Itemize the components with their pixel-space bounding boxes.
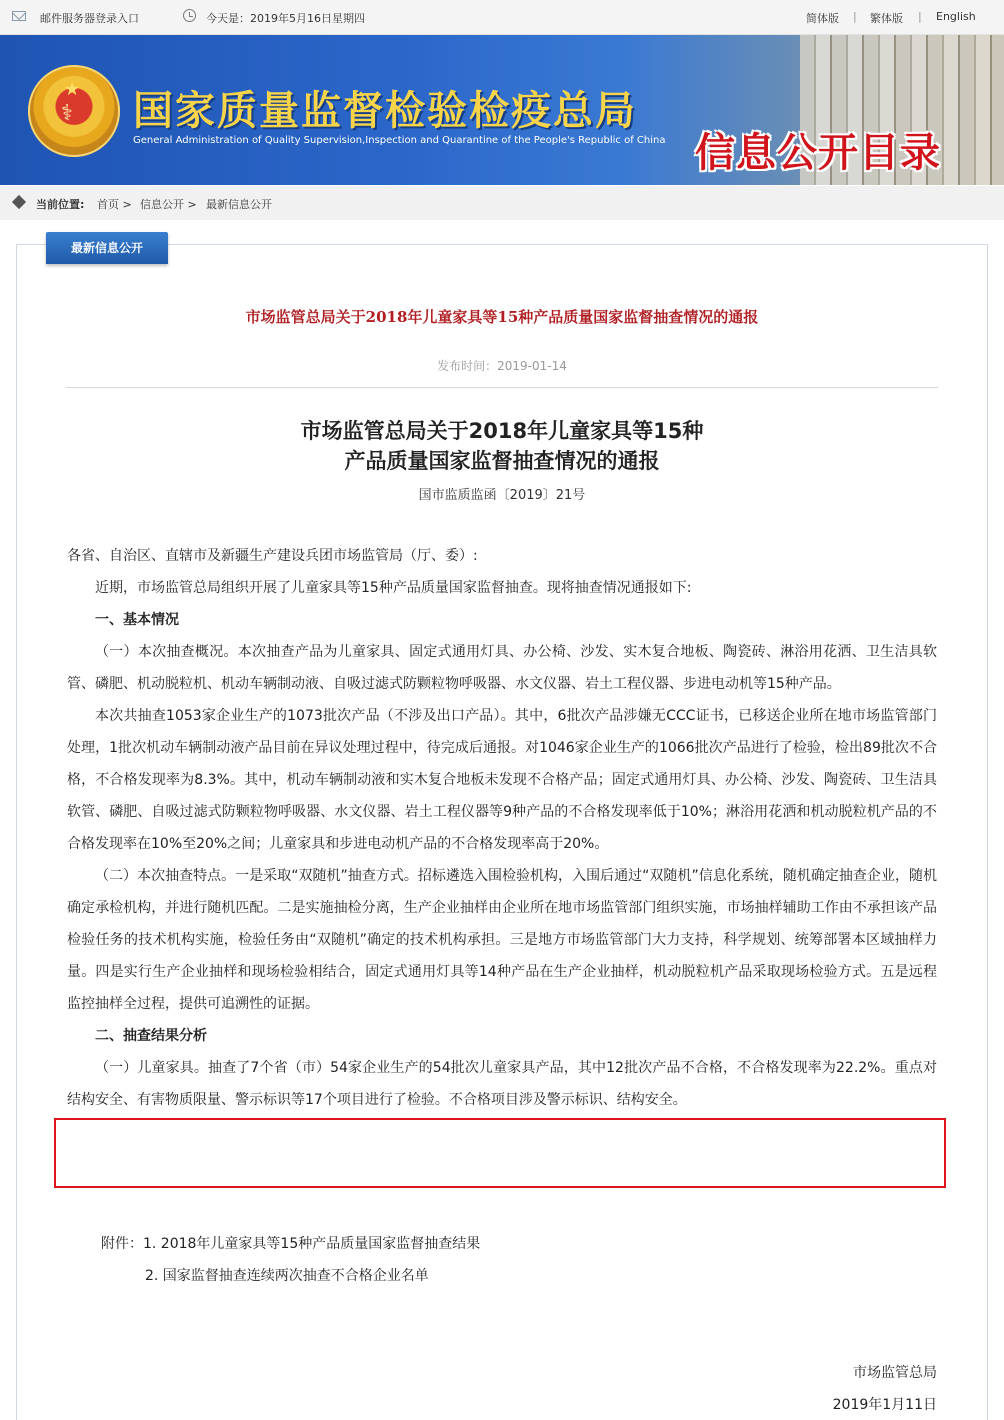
- mail-server-login-link[interactable]: 邮件服务器登录入口: [40, 12, 139, 25]
- current-date: 今天是：2019年5月16日星期四: [206, 12, 365, 25]
- top-utility-bar: [0, 0, 1004, 35]
- org-name: 国家质量监督检验检疫总局: [133, 88, 637, 134]
- breadcrumb-latest[interactable]: 最新信息公开: [206, 198, 272, 211]
- catalog-title: 信息公开目录: [695, 130, 941, 176]
- traditional-chinese-link[interactable]: 繁体版: [870, 12, 903, 25]
- breadcrumb: [0, 186, 1004, 220]
- document-title-line1: 市场监管总局关于2018年儿童家具等15种: [300, 419, 704, 443]
- attachment-2[interactable]: 2. 国家监督抽查连续两次抽查不合格企业名单: [145, 1268, 429, 1284]
- english-link[interactable]: English: [936, 10, 976, 23]
- clock-icon: [183, 9, 196, 22]
- addressee: 各省、自治区、直辖市及新疆生产建设兵团市场监管局（厅、委）:: [67, 548, 478, 564]
- paragraph-children-furniture: （一）儿童家具。抽查了7个省（市）54家企业生产的54批次儿童家具产品，其中12批次产品不合格，不合格发现率为22.2%。重点对结构安全、有害物质限量、警示标识等17个项目进行了检验。不合格项目涉及警示标识、结构安全。: [67, 1060, 937, 1108]
- simplified-chinese-link[interactable]: 简体版: [806, 12, 839, 25]
- divider: [66, 387, 938, 388]
- emblem-logo[interactable]: [28, 65, 120, 157]
- section-heading-analysis: 二、抽查结果分析: [95, 1028, 207, 1044]
- caduceus-icon: ⚕: [61, 101, 73, 126]
- document-number: 国市监质监函〔2019〕21号: [418, 488, 586, 503]
- signature: 市场监管总局: [853, 1365, 937, 1381]
- section-heading-basic: 一、基本情况: [95, 612, 179, 628]
- lang-separator: |: [853, 10, 857, 23]
- document-title: [0, 416, 1004, 476]
- notice-title: 市场监管总局关于2018年儿童家具等15种产品质量国家监督抽查情况的通报: [245, 308, 759, 326]
- paragraph-features: （二）本次抽查特点。一是采取“双随机”抽查方式。招标遴选入围检验机构，入围后通过“双随机”信息化系统，随机确定抽查企业，随机确定承检机构，并进行随机匹配。二是实施抽检分离，生产企业抽样由企业所在地市场监管部门组织实施，市场抽样辅助工作由不承担该产品检验任务的技术机构实施，检验任务由“双随机”确定的技术机构承担。三是地方市场监管部门大力支持，科学规划、统筹部署本区域抽样力量。四是实行生产企业抽样和现场检验相结合，固定式通用灯具等14种产品在生产企业抽样，机动脱粒机产品采取现场检验方式。五是远程监控抽样全过程，提供可追溯性的证据。: [67, 868, 937, 1012]
- breadcrumb-label: 当前位置:: [36, 198, 85, 211]
- location-icon: [12, 195, 26, 209]
- sign-date: 2019年1月11日: [832, 1397, 937, 1413]
- star-icon: ★: [64, 79, 81, 100]
- org-name-english: General Administration of Quality Supervision,Inspection and Quarantine of the People's Republic of China: [133, 135, 666, 146]
- paragraph-results: 本次共抽查1053家企业生产的1073批次产品（不涉及出口产品）。其中，6批次产品涉嫌无CCC证书，已移送企业所在地市场监管部门处理，1批次机动车辆制动液产品目前在异议处理过程中，待完成后通报。对1046家企业生产的1066批次产品进行了检验，检出89批次不合格，不合格发现率为8.3%。其中，机动车辆制动液和实木复合地板未发现不合格产品；固定式通用灯具、办公椅、沙发、陶瓷砖、卫生洁具软管、磷肥、自吸过滤式防颗粒物呼吸器、水文仪器、岩土工程仪器等9种产品的不合格发现率低于10%；淋浴用花洒和机动脱粒机产品的不合格发现率在10%至20%之间；儿童家具和步进电动机产品的不合格发现率高于20%。: [67, 708, 937, 852]
- mail-icon[interactable]: [12, 11, 26, 21]
- tab-latest-info[interactable]: 最新信息公开: [46, 232, 168, 264]
- breadcrumb-info-public[interactable]: 信息公开 >: [140, 198, 197, 211]
- breadcrumb-home[interactable]: 首页 >: [97, 198, 132, 211]
- document-body: [67, 540, 937, 1116]
- publish-time: 发布时间：2019-01-14: [437, 359, 567, 373]
- document-title-line2: 产品质量国家监督抽查情况的通报: [344, 449, 660, 473]
- site-banner: [0, 35, 1004, 185]
- paragraph-overview: （一）本次抽查概况。本次抽查产品为儿童家具、固定式通用灯具、办公椅、沙发、实木复合地板、陶瓷砖、淋浴用花洒、卫生洁具软管、磷肥、机动脱粒机、机动车辆制动液、自吸过滤式防颗粒物呼吸器、水文仪器、岩土工程仪器、步进电动机等15种产品。: [67, 644, 937, 692]
- intro-paragraph: 近期，市场监管总局组织开展了儿童家具等15种产品质量国家监督抽查。现将抽查情况通报如下:: [95, 580, 692, 596]
- lang-separator: |: [918, 10, 922, 23]
- highlight-box: [54, 1118, 946, 1188]
- attachments: [67, 1228, 937, 1292]
- attachment-1[interactable]: 附件：1. 2018年儿童家具等15种产品质量国家监督抽查结果: [101, 1236, 481, 1252]
